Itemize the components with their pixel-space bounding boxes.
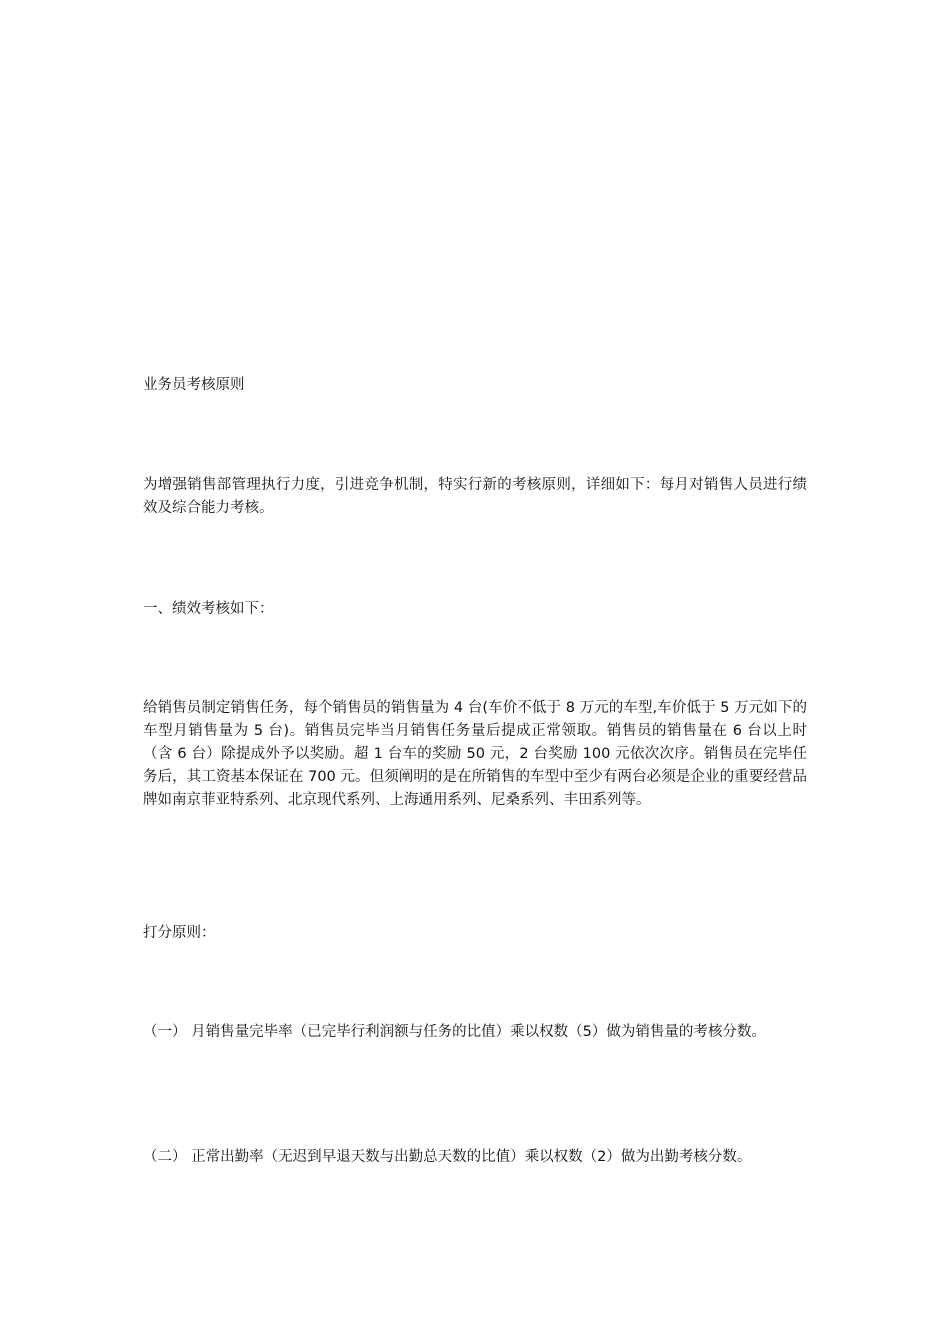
scoring-item-2: （二） 正常出勤率（无迟到早退天数与出勤总天数的比值）乘以权数（2）做为出勤考核分数。 [143, 1149, 752, 1165]
intro-paragraph: 为增强销售部管理执行力度，引进竞争机制，特实行新的考核原则，详细如下：每月对销售人员进行绩效及综合能力考核。 [143, 477, 807, 516]
scoring-heading: 打分原则： [143, 925, 216, 941]
document-title: 业务员考核原则 [143, 377, 245, 393]
section1-heading: 一、绩效考核如下： [143, 601, 274, 617]
section1-body: 给销售员制定销售任务，每个销售员的销售量为 4 台(车价不低于 8 万元的车型,车价低于 5 万元如下的车型月销售量为 5 台)。销售员完毕当月销售任务量后提成正常领取。销售员的销售量在 6 台以上时（含 6 台）除提成外予以奖励。超 1 台车的奖励 50 元，2 台奖励 100 元依次次序。销售员在完毕任务后，其工资基本保证在 700 元。但须阐明的是在所销售的车型中至少有两台必须是企业的重要经营品牌如南京菲亚特系列、北京现代系列、上海通用系列、尼桑系列、丰田系列等。 [143, 700, 807, 808]
scoring-item-1: （一） 月销售量完毕率（已完毕行利润额与任务的比值）乘以权数（5）做为销售量的考核分数。 [143, 1024, 766, 1040]
